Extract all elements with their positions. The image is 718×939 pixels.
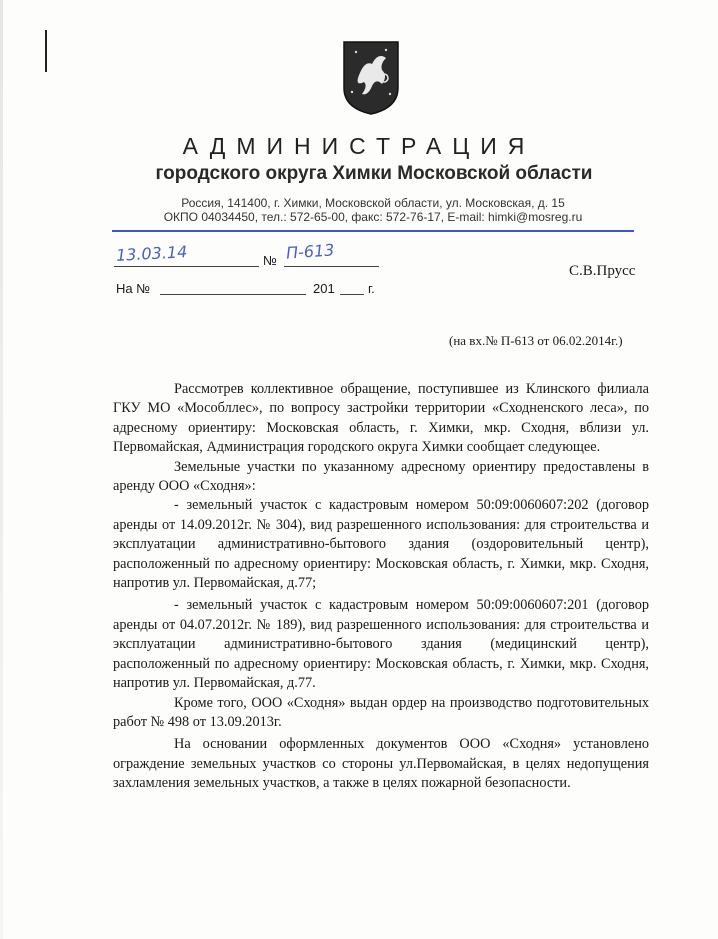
scan-mark: [45, 30, 47, 72]
org-title: АДМИНИСТРАЦИЯ: [182, 133, 536, 159]
header-divider: [112, 230, 634, 232]
paragraph-plot-202: - земельный участок с кадастровым номером 50:09:0060607:202 (договор аренды от 14.09.2012г. № 304), вид разрешенного использования: для строительства и эксплуатации административно-бытового здания (оздоровительный центр), расположенный по адресному ориентиру: Московская область, г. Химки, мкр. Сходня, напротив ул. Первомайская, д.77;: [113, 497, 649, 592]
handwritten-number: П-613: [285, 240, 335, 263]
paragraph-plot-201: - земельный участок с кадастровым номером 50:09:0060607:201 (договор аренды от 04.07.2012г. № 189), вид разрешенного использования: для строительства и эксплуатации административно-бытового здания (медицинский центр), расположенный по адресному ориентиру: Московская область, г. Химки, мкр. Сходня, напротив ул. Первомайская, д.77.: [113, 597, 649, 692]
number-label: №: [263, 253, 277, 268]
paragraph-appeal: Рассмотрев коллективное обращение, поступившее из Клинского филиала ГКУ МО «Мособллес», по вопросу застройки территории «Сходненского леса», по адресному ориентиру: Московская область, г. Химки, мкр. Сходня, вблизи ул. Первомайская, Администрация городского округа Химки сообщает следующее.: [113, 381, 649, 456]
year-label: 201: [313, 281, 335, 296]
handwritten-date: 13.03.14: [115, 242, 188, 265]
recipient-name: С.В.Прусс: [569, 263, 636, 279]
paragraph-order: Кроме того, ООО «Сходня» выдан ордер на производство подготовительных работ № 498 от 13.09.2013г.: [113, 694, 649, 730]
coat-of-arms-emblem: [342, 38, 400, 116]
paragraph-lease-intro: Земельные участки по указанному адресному ориентиру предоставлены в аренду ООО «Сходня»:: [113, 458, 649, 495]
year-underline: [340, 294, 364, 295]
year-suffix: г.: [368, 281, 375, 296]
on-number-label: На №: [116, 281, 151, 296]
org-subtitle: городского округа Химки Московской области: [155, 163, 593, 184]
address-line: Россия, 141400, г. Химки, Московской области, ул. Московская, д. 15: [181, 196, 565, 210]
contacts-line: ОКПО 04034450, тел.: 572-65-00, факс: 572-76-17, E-mail: himki@mosreg.ru: [163, 210, 583, 224]
number-underline: [284, 266, 379, 267]
reference-note: (на вх.№ П-613 от 06.02.2014г.): [449, 333, 623, 348]
date-underline: [114, 266, 259, 267]
on-number-underline: [160, 294, 306, 295]
letter-body: [113, 380, 649, 794]
paragraph-fence: На основании оформленных документов ООО «Сходня» установлено ограждение земельных участков со стороны ул.Первомайская, в целях недопущения захламления земельных участков, а также в целях пожарной безопасности.: [113, 736, 649, 792]
